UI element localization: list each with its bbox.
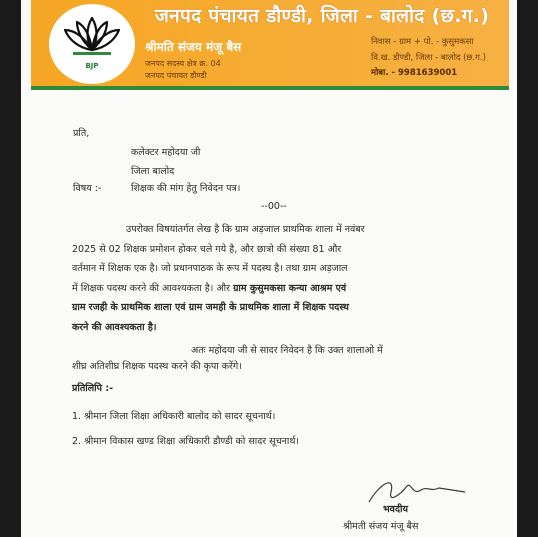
mobile-number: मोबा. - 9981639001 <box>371 68 458 78</box>
signoff: भवदीय <box>383 504 408 515</box>
lotus-icon <box>59 12 125 62</box>
para1-line-3: वर्तमान में शिक्षक एक है। जो प्रधानपाठक के रूप में पदस्थ है। तथा ग्राम अड़जाल <box>72 263 348 274</box>
signer-name: श्रीमती संजय मंजू बैस <box>343 521 419 532</box>
logo-label: BJP <box>85 62 99 70</box>
signature-mark <box>361 472 471 512</box>
recipient-line-2: जिला बालोद <box>131 166 175 177</box>
para1-line-1: उपरोक्त विषयांतर्गत लेख है कि ग्राम अड़जाल प्राथमिक शाला में नवंबर <box>126 224 365 235</box>
letter-page <box>21 0 517 537</box>
para1-bold-c: करने की आवश्यकता है। <box>72 321 157 333</box>
address-line-2: वि.ख. डौण्डी, जिला - बालोद (छ.ग.) <box>371 53 486 63</box>
member-name: श्रीमति संजय मंजू बैस <box>145 40 242 54</box>
para1-line-2: 2025 से 02 शिक्षक प्रमोशन होकर चले गये है, और छात्रो की संख्या 81 और <box>72 243 342 255</box>
letterhead <box>31 0 509 90</box>
para2-line-1: अतः महोदया जी से सादर निवेदन है कि उक्त शालाओ में <box>191 345 383 356</box>
paragraph-1 <box>72 220 487 337</box>
recipient-line-1: कलेक्टर महोदया जी <box>131 147 201 158</box>
address-line-1: निवास - ग्राम + पो. - कुसुमकसा <box>371 37 474 47</box>
subject-label: विषय :- <box>73 183 102 194</box>
para1-bold-a: ग्राम कुसुमकसा कन्या आश्रम एवं <box>233 282 347 294</box>
separator: --00-- <box>261 201 287 212</box>
member-org: जनपद पंचायत डौण्डी <box>145 71 207 80</box>
para1-line-4: में शिक्षक पदस्थ करने की आवश्यकता है। और <box>72 282 231 294</box>
subject-text: शिक्षक की मांग हेतु निवेदन पत्र। <box>131 183 241 194</box>
member-post: जनपद सदस्य क्षेत्र क्र. 04 <box>145 59 221 68</box>
letterhead-title: जनपद पंचायत डौण्डी, जिला - बालोद (छ.ग.) <box>154 5 490 27</box>
para1-bold-b: ग्राम रजही के प्राथमिक शाला एवं ग्राम जमही के प्राथमिक शाला में शिक्षक पदस्थ <box>72 302 349 313</box>
copy-item-1: 1. श्रीमान जिला शिक्षा अधिकारी बालोद को सादर सूचनार्थ। <box>72 411 276 422</box>
para2-line-2: शीघ्र अतिशीघ्र शिक्षक पदस्थ करने की कृपा करेंगे। <box>72 361 242 372</box>
party-logo <box>49 4 135 84</box>
copy-label: प्रतिलिपि :- <box>72 383 114 394</box>
copy-item-2: 2. श्रीमान विकास खण्ड शिक्षा अधिकारी डौण्डी को सादर सूचनार्थ। <box>72 436 300 447</box>
to-label: प्रति, <box>73 128 90 139</box>
